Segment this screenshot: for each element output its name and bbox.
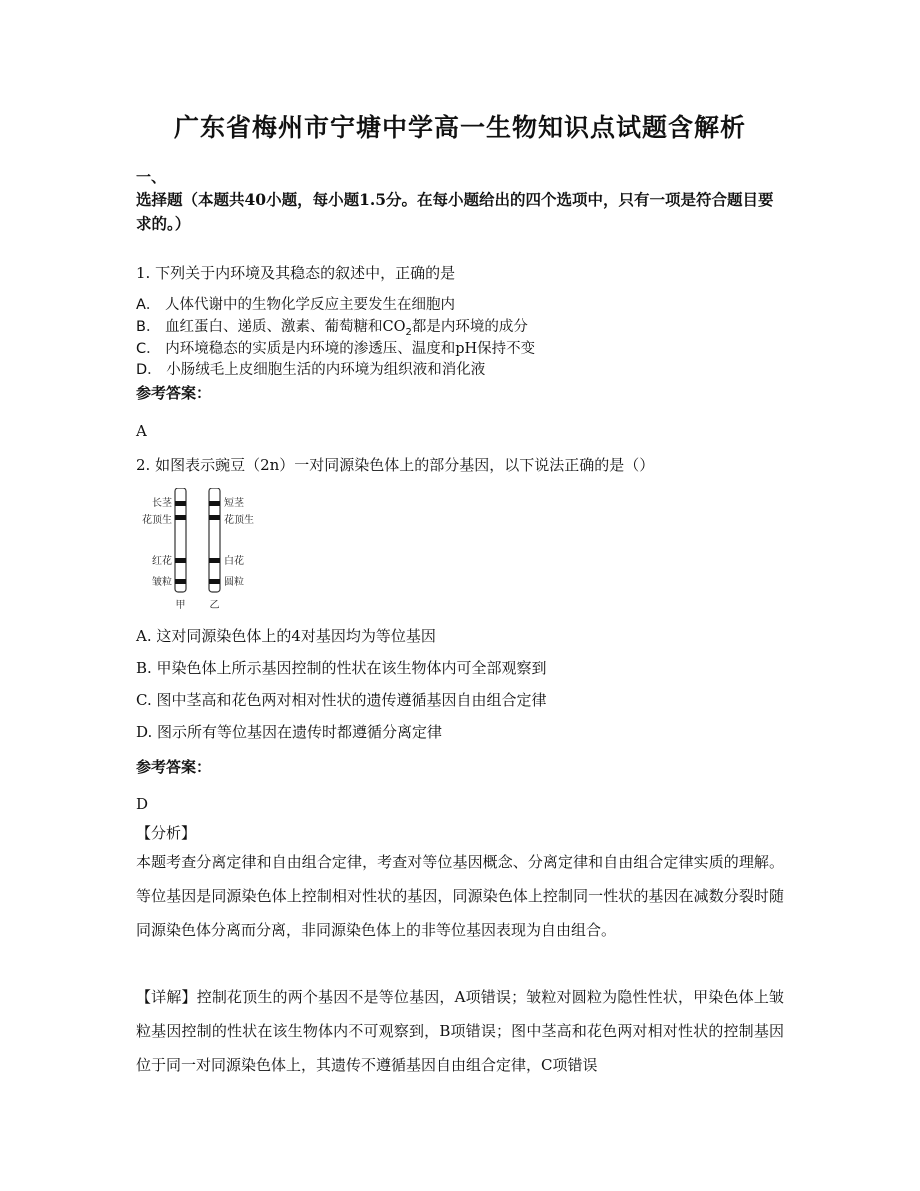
q1-option-a-letter: A．: [136, 297, 161, 313]
q1-option-b-subscript: 2: [405, 326, 412, 338]
gene-band-yi-3: [209, 558, 220, 563]
q1-option-a: [136, 293, 455, 314]
q2-option-d: D. 图示所有等位基因在遗传时都遵循分离定律: [136, 723, 443, 741]
label-left-3: 红花: [152, 556, 172, 567]
q2-stem: 2. 如图表示豌豆（2n）一对同源染色体上的部分基因，以下说法正确的是（）: [136, 456, 655, 474]
detail-paragraph: [136, 980, 784, 1082]
q1-answer: A: [136, 422, 147, 440]
q2-answer: D: [136, 795, 149, 813]
q1-option-c-text: 内环境稳态的实质是内环境的渗透压、温度和pH保持不变: [165, 341, 536, 357]
gene-band-jia-3: [175, 558, 186, 563]
q1-option-b-text-after: 都是内环境的成分: [411, 319, 528, 335]
gene-band-yi-1: [209, 501, 220, 506]
section-description: 选择题（本题共40小题，每小题1.5分。在每小题给出的四个选项中，只有一项是符合题目要求的。）: [136, 190, 774, 233]
q1-option-b-text: 血红蛋白、递质、激素、葡萄糖和CO: [165, 319, 406, 335]
q1-option-c-letter: C．: [136, 341, 161, 357]
q1-option-b: [136, 315, 528, 338]
q1-answer-label: 参考答案：: [136, 384, 212, 402]
chromosome-diagram: [136, 488, 266, 613]
page-title: 广东省梅州市宁塘中学高一生物知识点试题含解析: [173, 113, 746, 142]
detail-text: 控制花顶生的两个基因不是等位基因，A项错误；皱粒对圆粒为隐性性状，甲染色体上皱粒基因控制的性状在该生物体内不可观察到，B项错误；图中茎高和花色两对相对性状的控制基因位于同一对同源染色体上，其遗传不遵循基因自由组合定律，C项错误: [136, 988, 784, 1074]
q1-option-a-text: 人体代谢中的生物化学反应主要发生在细胞内: [165, 297, 456, 313]
detail-label: 【详解】: [136, 988, 197, 1006]
section-number: 一、: [136, 168, 167, 186]
label-right-2: 花顶生: [224, 515, 254, 526]
gene-band-jia-2: [175, 515, 186, 520]
q1-option-b-letter: B．: [136, 319, 161, 335]
gene-band-yi-4: [209, 579, 220, 584]
label-right-3: 白花: [224, 556, 244, 567]
label-right-1: 短茎: [224, 498, 244, 509]
label-jia: 甲: [175, 600, 186, 611]
gene-band-jia-1: [175, 501, 186, 506]
analysis-label: 【分析】: [136, 824, 197, 842]
q2-answer-label: 参考答案：: [136, 758, 212, 776]
q1-option-d-text: 小肠绒毛上皮细胞生活的内环境为组织液和消化液: [166, 362, 486, 378]
label-right-4: 圆粒: [224, 577, 244, 588]
chromosome-figure: [136, 488, 266, 613]
label-yi: 乙: [209, 600, 220, 611]
q1-option-d-letter: D．: [136, 362, 162, 378]
q1-stem: 1. 下列关于内环境及其稳态的叙述中，正确的是: [136, 264, 456, 282]
analysis-text: 本题考查分离定律和自由组合定律，考查对等位基因概念、分离定律和自由组合定律实质的理解。等位基因是同源染色体上控制相对性状的基因，同源染色体上控制同一性状的基因在减数分裂时随同源染色体分离而分离，非同源染色体上的非等位基因表现为自由组合。: [136, 853, 784, 939]
q1-option-d: [136, 358, 485, 379]
gene-band-yi-2: [209, 515, 220, 520]
label-left-1: 长茎: [152, 498, 172, 509]
label-left-4: 皱粒: [152, 577, 172, 588]
gene-band-jia-4: [175, 579, 186, 584]
q2-option-c: C. 图中茎高和花色两对相对性状的遗传遵循基因自由组合定律: [136, 691, 547, 709]
q1-option-c: [136, 337, 535, 358]
q2-option-b: B. 甲染色体上所示基因控制的性状在该生物体内可全部观察到: [136, 659, 547, 677]
label-left-2: 花顶生: [142, 515, 172, 526]
q2-option-a: A. 这对同源染色体上的4对基因均为等位基因: [136, 627, 436, 645]
